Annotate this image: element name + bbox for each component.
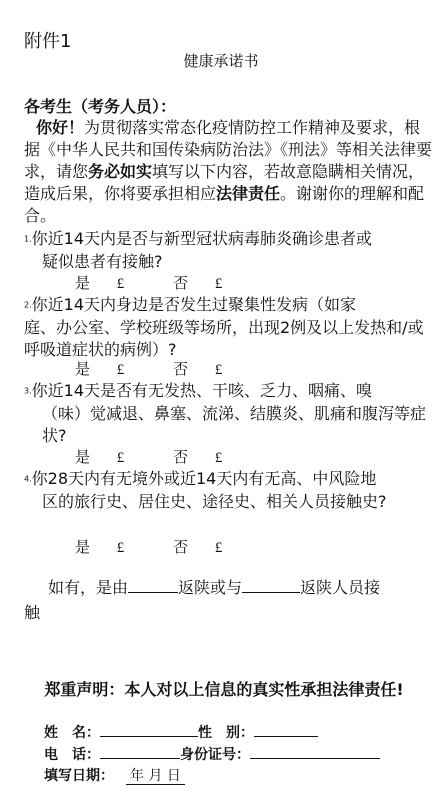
question-text: 你近14天内身边是否发生过聚集性发病（如家 <box>31 295 357 314</box>
gender-label: 性 别： <box>198 725 254 741</box>
no-option[interactable]: 否 £ <box>173 274 223 292</box>
phone-id-row <box>44 744 380 764</box>
id-label: 身份证号： <box>180 747 250 763</box>
yes-option[interactable]: 是 £ <box>75 448 125 466</box>
question-text: 你近14天内是否与新型冠状病毒肺炎确诊患者或 <box>31 229 373 248</box>
question-number: 3. <box>24 386 32 396</box>
question-text-cont: （味）觉减退、鼻塞、流涕、结膜炎、肌痛和腹泻等症状? <box>42 403 427 445</box>
question-text: 你28天内有无境外或近14天内有无高、中风险地 <box>31 469 377 488</box>
id-field[interactable] <box>250 746 380 759</box>
question-3 <box>24 380 436 447</box>
question-3-choices <box>75 446 266 467</box>
question-4-choices <box>75 536 266 557</box>
question-4 <box>24 468 436 513</box>
checkbox-icon[interactable]: £ <box>116 540 125 556</box>
phone-field[interactable] <box>100 746 180 759</box>
document-title: 健康承诺书 <box>183 52 259 70</box>
name-gender-row <box>44 722 318 742</box>
intro-paragraph <box>24 117 436 227</box>
question-number: 2. <box>24 300 32 310</box>
question-number: 1. <box>24 234 32 244</box>
no-option[interactable]: 否 £ <box>173 538 223 556</box>
checkbox-icon[interactable]: £ <box>116 276 125 292</box>
question-2 <box>24 294 436 361</box>
question-text-cont: 疑似患者有接触? <box>42 251 163 271</box>
question-text: 你近14天是否有无发热、干咳、乏力、咽痛、嗅 <box>31 381 373 400</box>
attachment-label: 附件1 <box>24 31 72 52</box>
checkbox-icon[interactable]: £ <box>214 362 223 378</box>
greeting: 各考生（考务人员）： <box>24 97 177 116</box>
return-origin-line <box>48 577 438 599</box>
question-2-choices <box>75 358 266 379</box>
date-row <box>44 765 185 785</box>
intro-emphasis-2: 法律责任 <box>216 184 281 203</box>
yes-option[interactable]: 是 £ <box>75 274 125 292</box>
intro-text-3: 。谢谢你的理解和配合。 <box>24 184 425 225</box>
question-1 <box>24 228 436 273</box>
gender-field[interactable] <box>254 724 318 737</box>
checkbox-icon[interactable]: £ <box>214 540 223 556</box>
fill-text-3: 返陕人员接 <box>300 578 381 597</box>
fill-text-4: 触 <box>24 603 41 622</box>
checkbox-icon[interactable]: £ <box>116 450 125 466</box>
intro-hello: 你好！ <box>36 118 85 137</box>
checkbox-icon[interactable]: £ <box>214 450 223 466</box>
intro-text-1: 为贯彻落实常态化疫情防控工作精神及要求，根据《中华人民共和国传染病防治法》《刑法》等相关法律要求，请您 <box>24 118 433 181</box>
checkbox-icon[interactable]: £ <box>116 362 125 378</box>
phone-label: 电 话： <box>44 747 100 763</box>
fill-text-2: 返陕或与 <box>178 578 243 597</box>
date-label: 填写日期： <box>44 768 114 784</box>
question-1-choices <box>75 272 266 293</box>
fill-text-1: 如有，是由 <box>48 578 129 597</box>
name-field[interactable] <box>100 724 198 737</box>
question-text-cont: 庭、办公室、学校班级等场所，出现2例及以上发热和/或呼吸道症状的病例）? <box>24 317 424 359</box>
checkbox-icon[interactable]: £ <box>214 276 223 292</box>
intro-emphasis-1: 务必如实 <box>88 162 153 181</box>
no-option[interactable]: 否 £ <box>173 360 223 378</box>
no-option[interactable]: 否 £ <box>173 448 223 466</box>
date-field[interactable]: 年 月 日 <box>126 768 185 785</box>
contact-blank[interactable] <box>242 578 300 593</box>
name-label: 姓 名： <box>44 725 100 741</box>
yes-option[interactable]: 是 £ <box>75 360 125 378</box>
yes-option[interactable]: 是 £ <box>75 538 125 556</box>
declaration: 郑重声明：本人对以上信息的真实性承担法律责任! <box>44 680 404 699</box>
question-number: 4. <box>24 474 32 484</box>
intro-text-2: 填写以下内容，若故意隐瞒相关情况，造成后果，你将要承担相应 <box>24 162 425 203</box>
question-text-cont: 区的旅行史、居住史、途径史、相关人员接触史? <box>42 491 387 511</box>
origin-blank[interactable] <box>128 578 178 593</box>
